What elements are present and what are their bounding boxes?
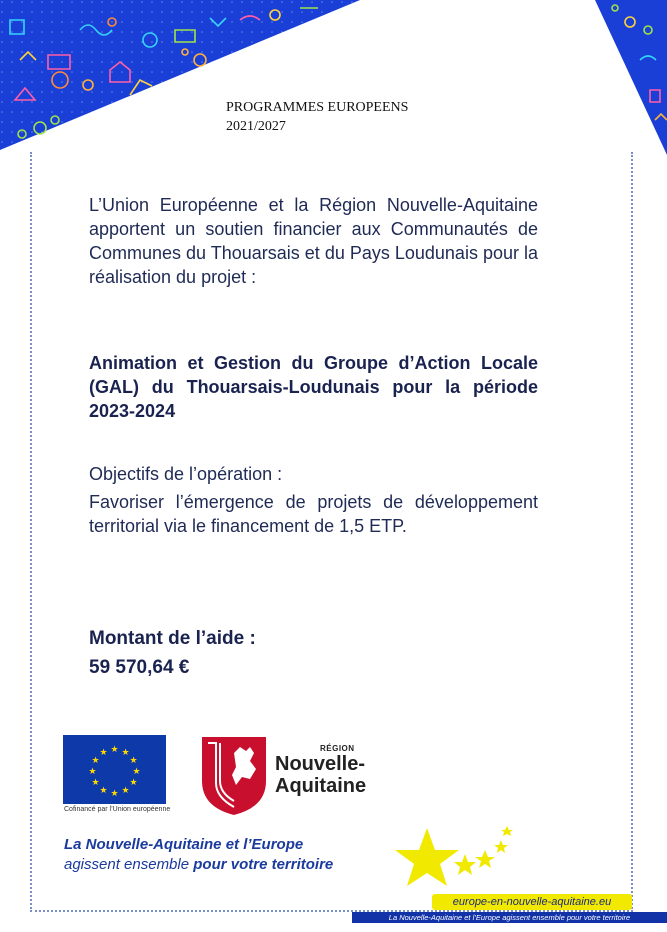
svg-text:★: ★: [110, 745, 119, 755]
project-title: Animation et Gestion du Groupe d’Action Locale (GAL) du Thouarsais-Loudunais pour la période 2023-2024: [89, 353, 538, 421]
svg-text:★: ★: [99, 786, 108, 796]
svg-text:★: ★: [129, 778, 138, 788]
region-lion-icon: [198, 733, 270, 817]
svg-text:★: ★: [132, 767, 141, 777]
svg-text:★: ★: [99, 748, 108, 758]
tagline-regular: agissent ensemble: [64, 856, 194, 873]
svg-text:★: ★: [121, 786, 130, 796]
svg-text:★: ★: [91, 756, 100, 766]
objectives-label: Objectifs de l’opération :: [89, 464, 283, 484]
amount-value: 59 570,64 €: [89, 657, 190, 678]
tagline-bold: pour votre territoire: [193, 856, 334, 873]
programme-title: [226, 98, 408, 136]
intro-paragraph: L’Union Européenne et la Région Nouvelle-Aquitaine apportent un soutien financier aux Communautés de Communes du Thouarsais et du Pays Loudunais pour la réalisation du projet :: [89, 195, 538, 287]
footer-strip: La Nouvelle-Aquitaine et l’Europe agissent ensemble pour votre territoire: [352, 912, 667, 923]
svg-text:★: ★: [121, 748, 130, 758]
programme-line-2: 2021/2027: [226, 119, 286, 134]
amount-label: Montant de l’aide :: [89, 628, 256, 649]
eu-flag-icon: [63, 735, 166, 804]
programme-line-1: PROGRAMMES EUROPEENS: [226, 100, 409, 115]
svg-text:★: ★: [91, 778, 100, 788]
yellow-stars-icon: [395, 818, 545, 898]
website-link[interactable]: europe-en-nouvelle-aquitaine.eu: [432, 894, 632, 910]
svg-text:★: ★: [110, 789, 119, 799]
region-name-line-2: Aquitaine: [275, 775, 367, 797]
svg-text:★: ★: [88, 767, 97, 777]
tagline-line-2: [64, 856, 333, 873]
eu-caption: Cofinancé par l’Union européenne: [64, 806, 171, 813]
svg-text:★: ★: [129, 756, 138, 766]
region-small-label: RÉGION: [320, 744, 355, 753]
region-name-line-1: Nouvelle-: [275, 753, 366, 775]
objectives-text: Favoriser l’émergence de projets de développement territorial via le financement de 1,5 ETP.: [89, 492, 538, 536]
tagline-line-1: La Nouvelle-Aquitaine et l’Europe: [64, 836, 304, 853]
